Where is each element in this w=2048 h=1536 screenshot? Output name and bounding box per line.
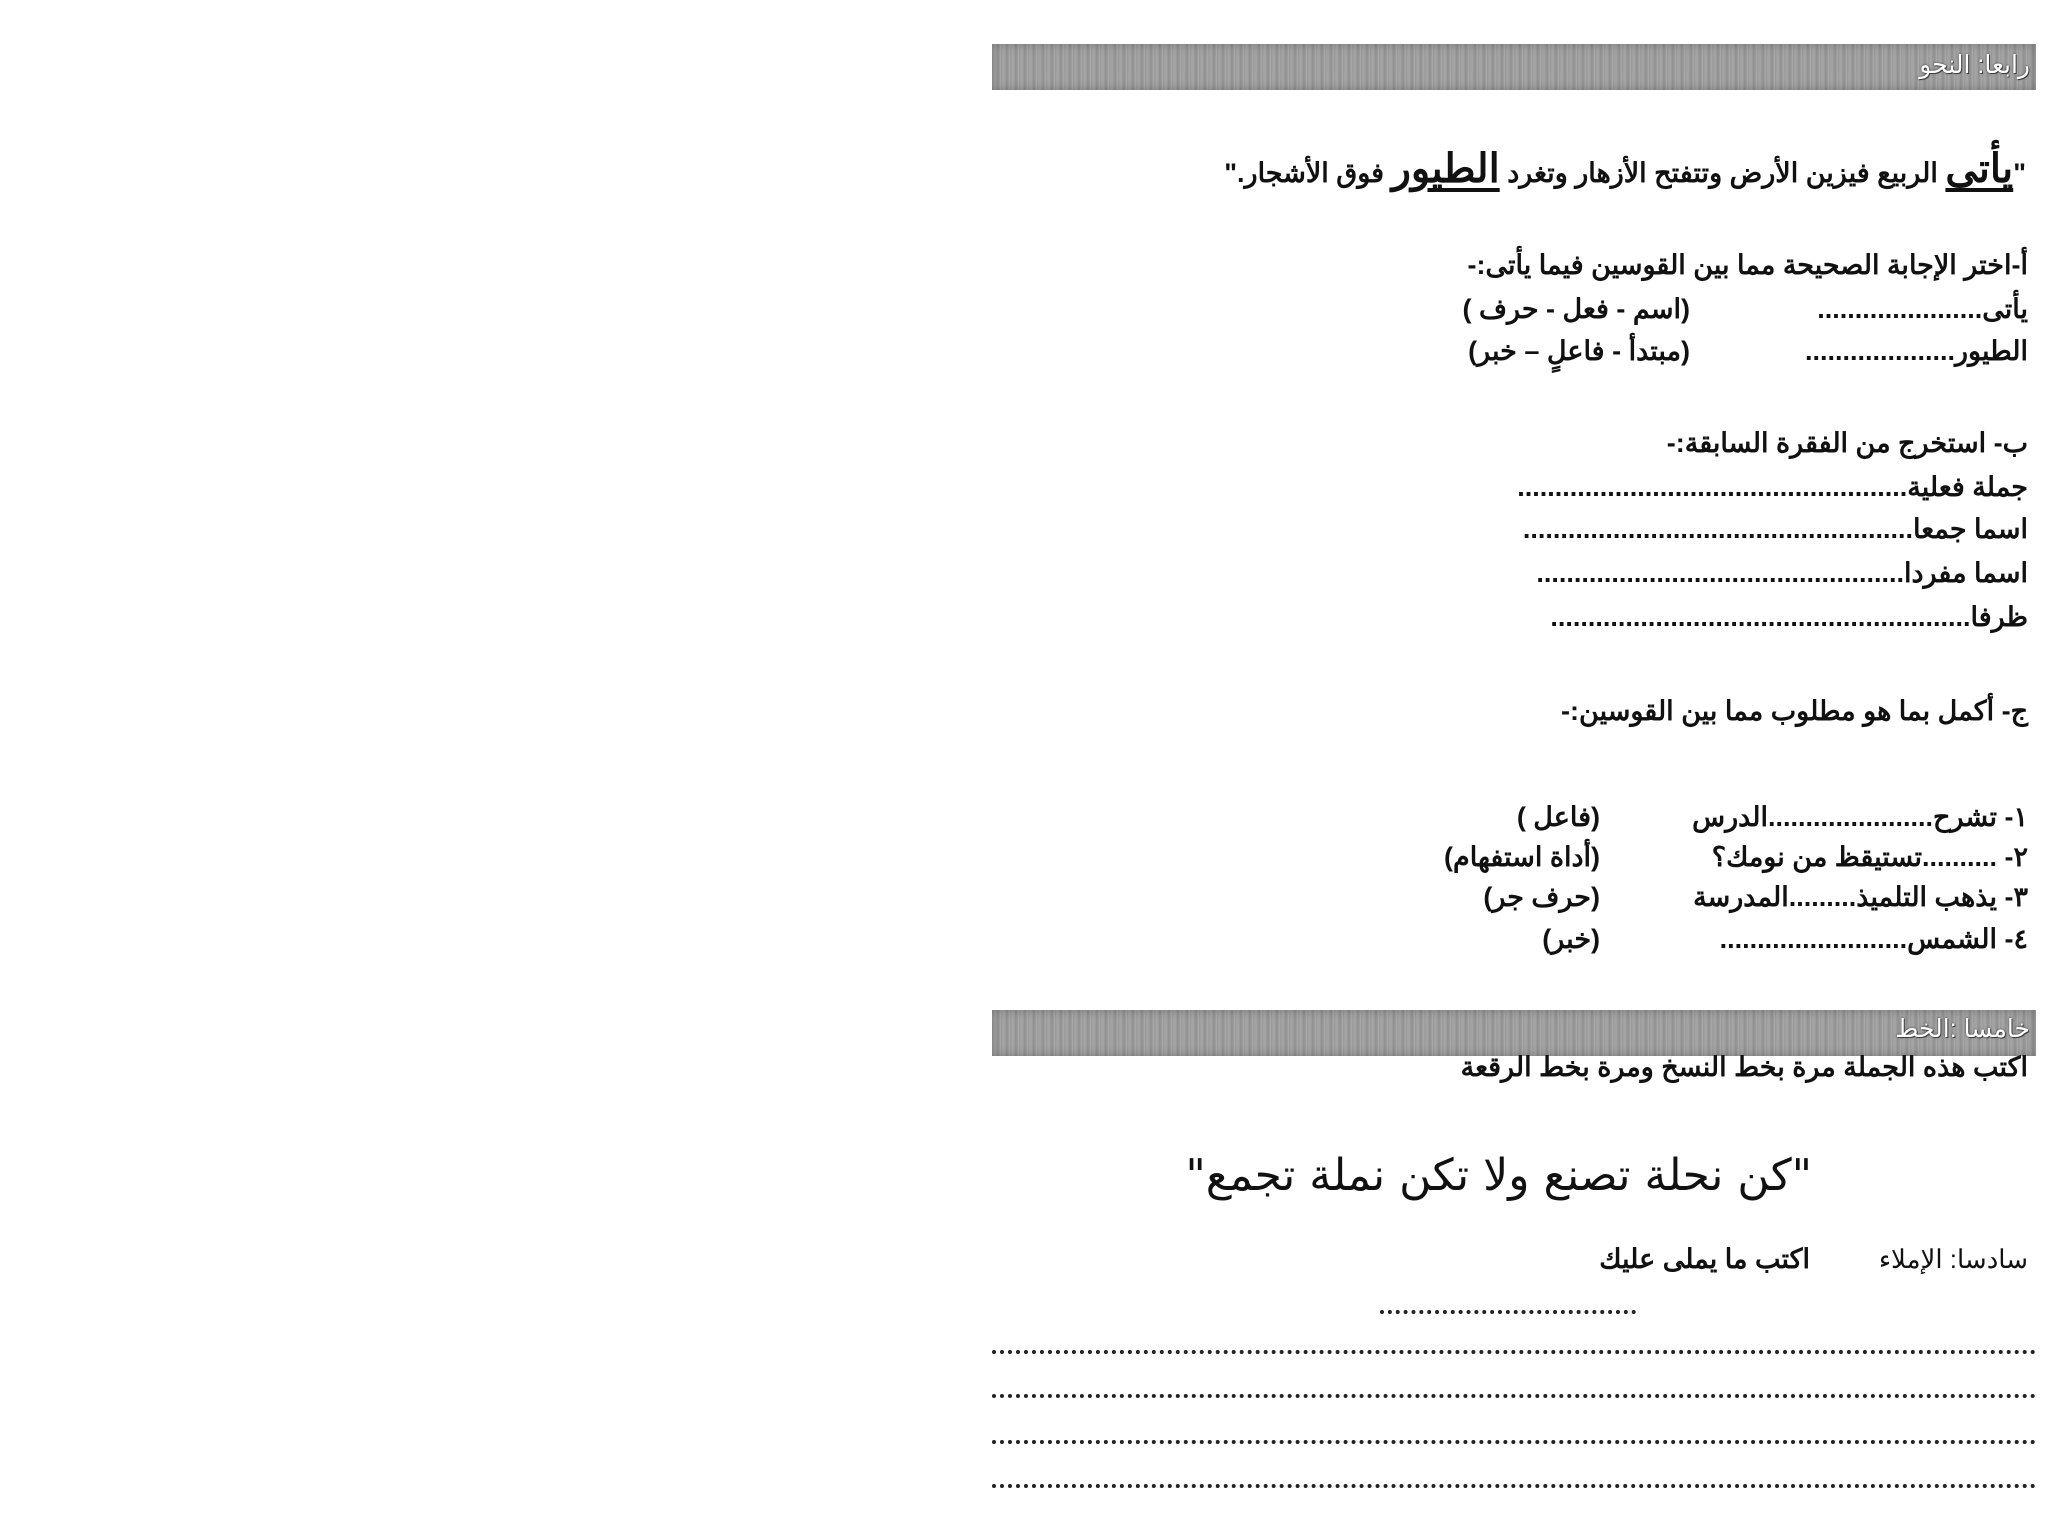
dictation-line-2[interactable] [992, 1394, 2036, 1398]
part-a-row-1 [1817, 294, 2028, 325]
part-a-row-2-options: (مبتدأ - فاعلٍ – خبر) [1468, 336, 1690, 366]
passage-quote-open: " [2013, 158, 2026, 188]
part-a-row-1-dots: ...................... [1817, 294, 1983, 324]
dictation-line-4[interactable] [992, 1484, 2036, 1488]
part-c-row-2-sentence: ٢- ..........تستيقظ من نومك؟ [1711, 842, 2028, 872]
part-c-row-3-hint: (حرف جر) [1483, 882, 1600, 912]
dictation-line-short[interactable] [1380, 1310, 1636, 1314]
part-a-row-2-dots: .................... [1804, 336, 1955, 366]
part-b-row-2 [1523, 514, 2028, 545]
section5-banner [992, 1010, 2036, 1056]
part-b-row-3 [1536, 558, 2028, 589]
part-a-row-2-word: الطيور [1954, 336, 2028, 366]
part-b-row-2-dots: .................................................... [1522, 514, 1913, 544]
part-b-row-1 [1517, 472, 2028, 503]
part-a-row-1-options: (اسم - فعل - حرف ) [1462, 294, 1690, 324]
dictation-line-1[interactable] [992, 1350, 2036, 1354]
part-b-row-2-label: اسما جمعا [1912, 514, 2028, 544]
part-b-instruction: ب- استخرج من الفقرة السابقة:- [1666, 428, 2028, 458]
part-b-row-4 [1550, 602, 2028, 633]
section4-title: رابعا: النحو [1919, 51, 2030, 79]
part-c-row-2-hint: (أداة استفهام) [1444, 842, 1600, 872]
part-b-row-1-label: جملة فعلية [1907, 472, 2028, 502]
part-b-row-4-dots: ........................................................ [1550, 602, 1971, 632]
grammar-passage [1224, 146, 2026, 192]
passage-middle: الربيع فيزين الأرض وتتفتح الأزهار وتغرد [1499, 158, 1946, 188]
part-a-row-1-word: يأتى [1982, 294, 2028, 324]
section6-instruction: اكتب ما يملى عليك [1599, 1244, 1810, 1274]
section4-banner [992, 44, 2036, 90]
calligraphy-sentence: "كن نحلة تصنع ولا تكن نملة تجمع" [1185, 1150, 1812, 1201]
part-b-row-3-dots: ................................................. [1536, 558, 1904, 588]
part-c-row-3-sentence: ٣- يذهب التلميذ.........المدرسة [1693, 882, 2028, 912]
section5-instruction: اكتب هذه الجملة مرة بخط النسخ ومرة بخط الرقعة [1460, 1052, 2028, 1082]
part-b-row-3-label: اسما مفردا [1903, 558, 2028, 588]
part-a-row-2 [1805, 336, 2028, 367]
passage-word-yati: يأتى [1945, 147, 2014, 191]
passage-word-altuyur: الطيور [1391, 147, 1500, 191]
worksheet-page [992, 40, 2036, 1510]
dictation-line-3[interactable] [992, 1440, 2036, 1444]
section6-title: سادسا: الإملاء [1878, 1244, 2028, 1274]
part-c-row-1-sentence: ١- تشرح......................الدرس [1692, 802, 2028, 832]
part-c-instruction: ج- أكمل بما هو مطلوب مما بين القوسين:- [1561, 696, 2028, 726]
part-c-row-4-hint: (خبر) [1542, 924, 1600, 954]
passage-end: فوق الأشجار." [1224, 158, 1392, 188]
part-c-row-1-hint: (فاعل ) [1516, 802, 1600, 832]
part-b-row-1-dots: .................................................... [1517, 472, 1908, 502]
part-a-instruction: أ-اختر الإجابة الصحيحة مما بين القوسين فيما يأتى:- [1467, 250, 2028, 280]
part-c-row-4-sentence: ٤- الشمس......................... [1719, 924, 2028, 954]
section5-title: خامسا :الخط [1895, 1015, 2030, 1043]
part-b-row-4-label: ظرفا [1970, 602, 2028, 632]
